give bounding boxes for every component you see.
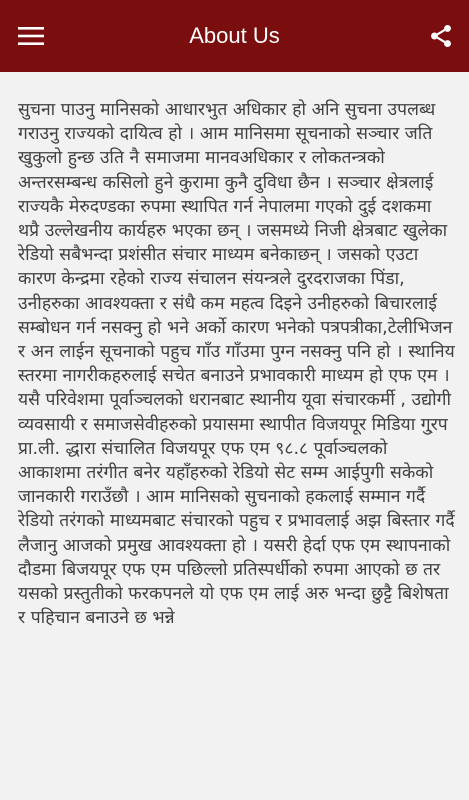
page-title: About Us <box>189 23 280 48</box>
app-bar <box>0 0 469 72</box>
about-text: सुचना पाउनु मानिसको आधारभुत अधिकार हो अनि सुचना उपलब्ध गराउनु राज्यको दायित्व हो । आम मानिसमा सूचनाको सञ्चार जति खुकुलो हुन्छ उति नै समाजमा मानवअधिकार र लोकतन्त्रको अन्तरसम्बन्ध कसिलो हुने कुरामा कुनै दुविधा छैन । सञ्चार क्षेत्रलाई राज्यकै मेरुदण्डका रुपमा स्थापित गर्न नेपालमा गएको दुई दशकमा थप्रै उल्लेखनीय कार्यहरु भएका छन् । जसमध्ये निजी क्षेत्रबाट खुलेका रेडियो सबैभन्दा प्रशंसीत संचार माध्यम बनेकाछन् । जसको एउटा कारण केन्द्रमा रहेको राज्य संचालन संयन्त्रले दुरदराजका पिंडा, उनीहरुका आवश्यक्ता र संधै कम महत्व दिइने उनीहरुको बिचारलाई सम्बोधन गर्न नसक्नु हो भने अर्को कारण भनेको पत्रपत्रीका,टेलीभिजन र अन लाईन सूचनाको पहुच गाँउ गाँउमा पुग्न नसक्नु पनि हो । स्थानिय स्तरमा नागरीकहरुलाई सचेत बनाउने प्रभावकारी माध्यम हो एफ एम । यसै परिवेशमा पूर्वाञ्चलको धरानबाट स्थानीय यूवा संचारकर्मी , उद्योगी व्यवसायी र समाजसेवीहरुको प्रयासमा स्थापीत विजयपूर मिडिया गु्रप प्रा.ली. द्धारा संचालित विजयपूर एफ एम ९८.८ पूर्वाञ्चलको आकाशमा तरंगीत बनेर यहाँहरुको रेडियो सेट सम्म आईपुगी सकेको जानकारी गराउँछौ । आम मानिसको सुचनाको हकलाई सम्मान गर्दै रेडियो तरंगको माध्यमबाट संचारको पहुच र प्रभावलाई अझ बिस्तार गर्दै लैजानु आजको प्रमुख आवश्यक्ता हो । यसरी हेर्दा एफ एम स्थापनाको दौडमा बिजयपूर एफ एम पछिल्लो प्रतिस्पर्धीको रुपमा आएको छ तर यसको प्रस्तुतीको फरकपनले यो एफ एम लाई अरु भन्दा छुट्टै बिशेषता र पहिचान बनाउने छ भन्ने <box>18 100 455 629</box>
share-icon <box>428 23 454 49</box>
about-content[interactable] <box>0 72 469 800</box>
share-button[interactable] <box>423 18 459 54</box>
